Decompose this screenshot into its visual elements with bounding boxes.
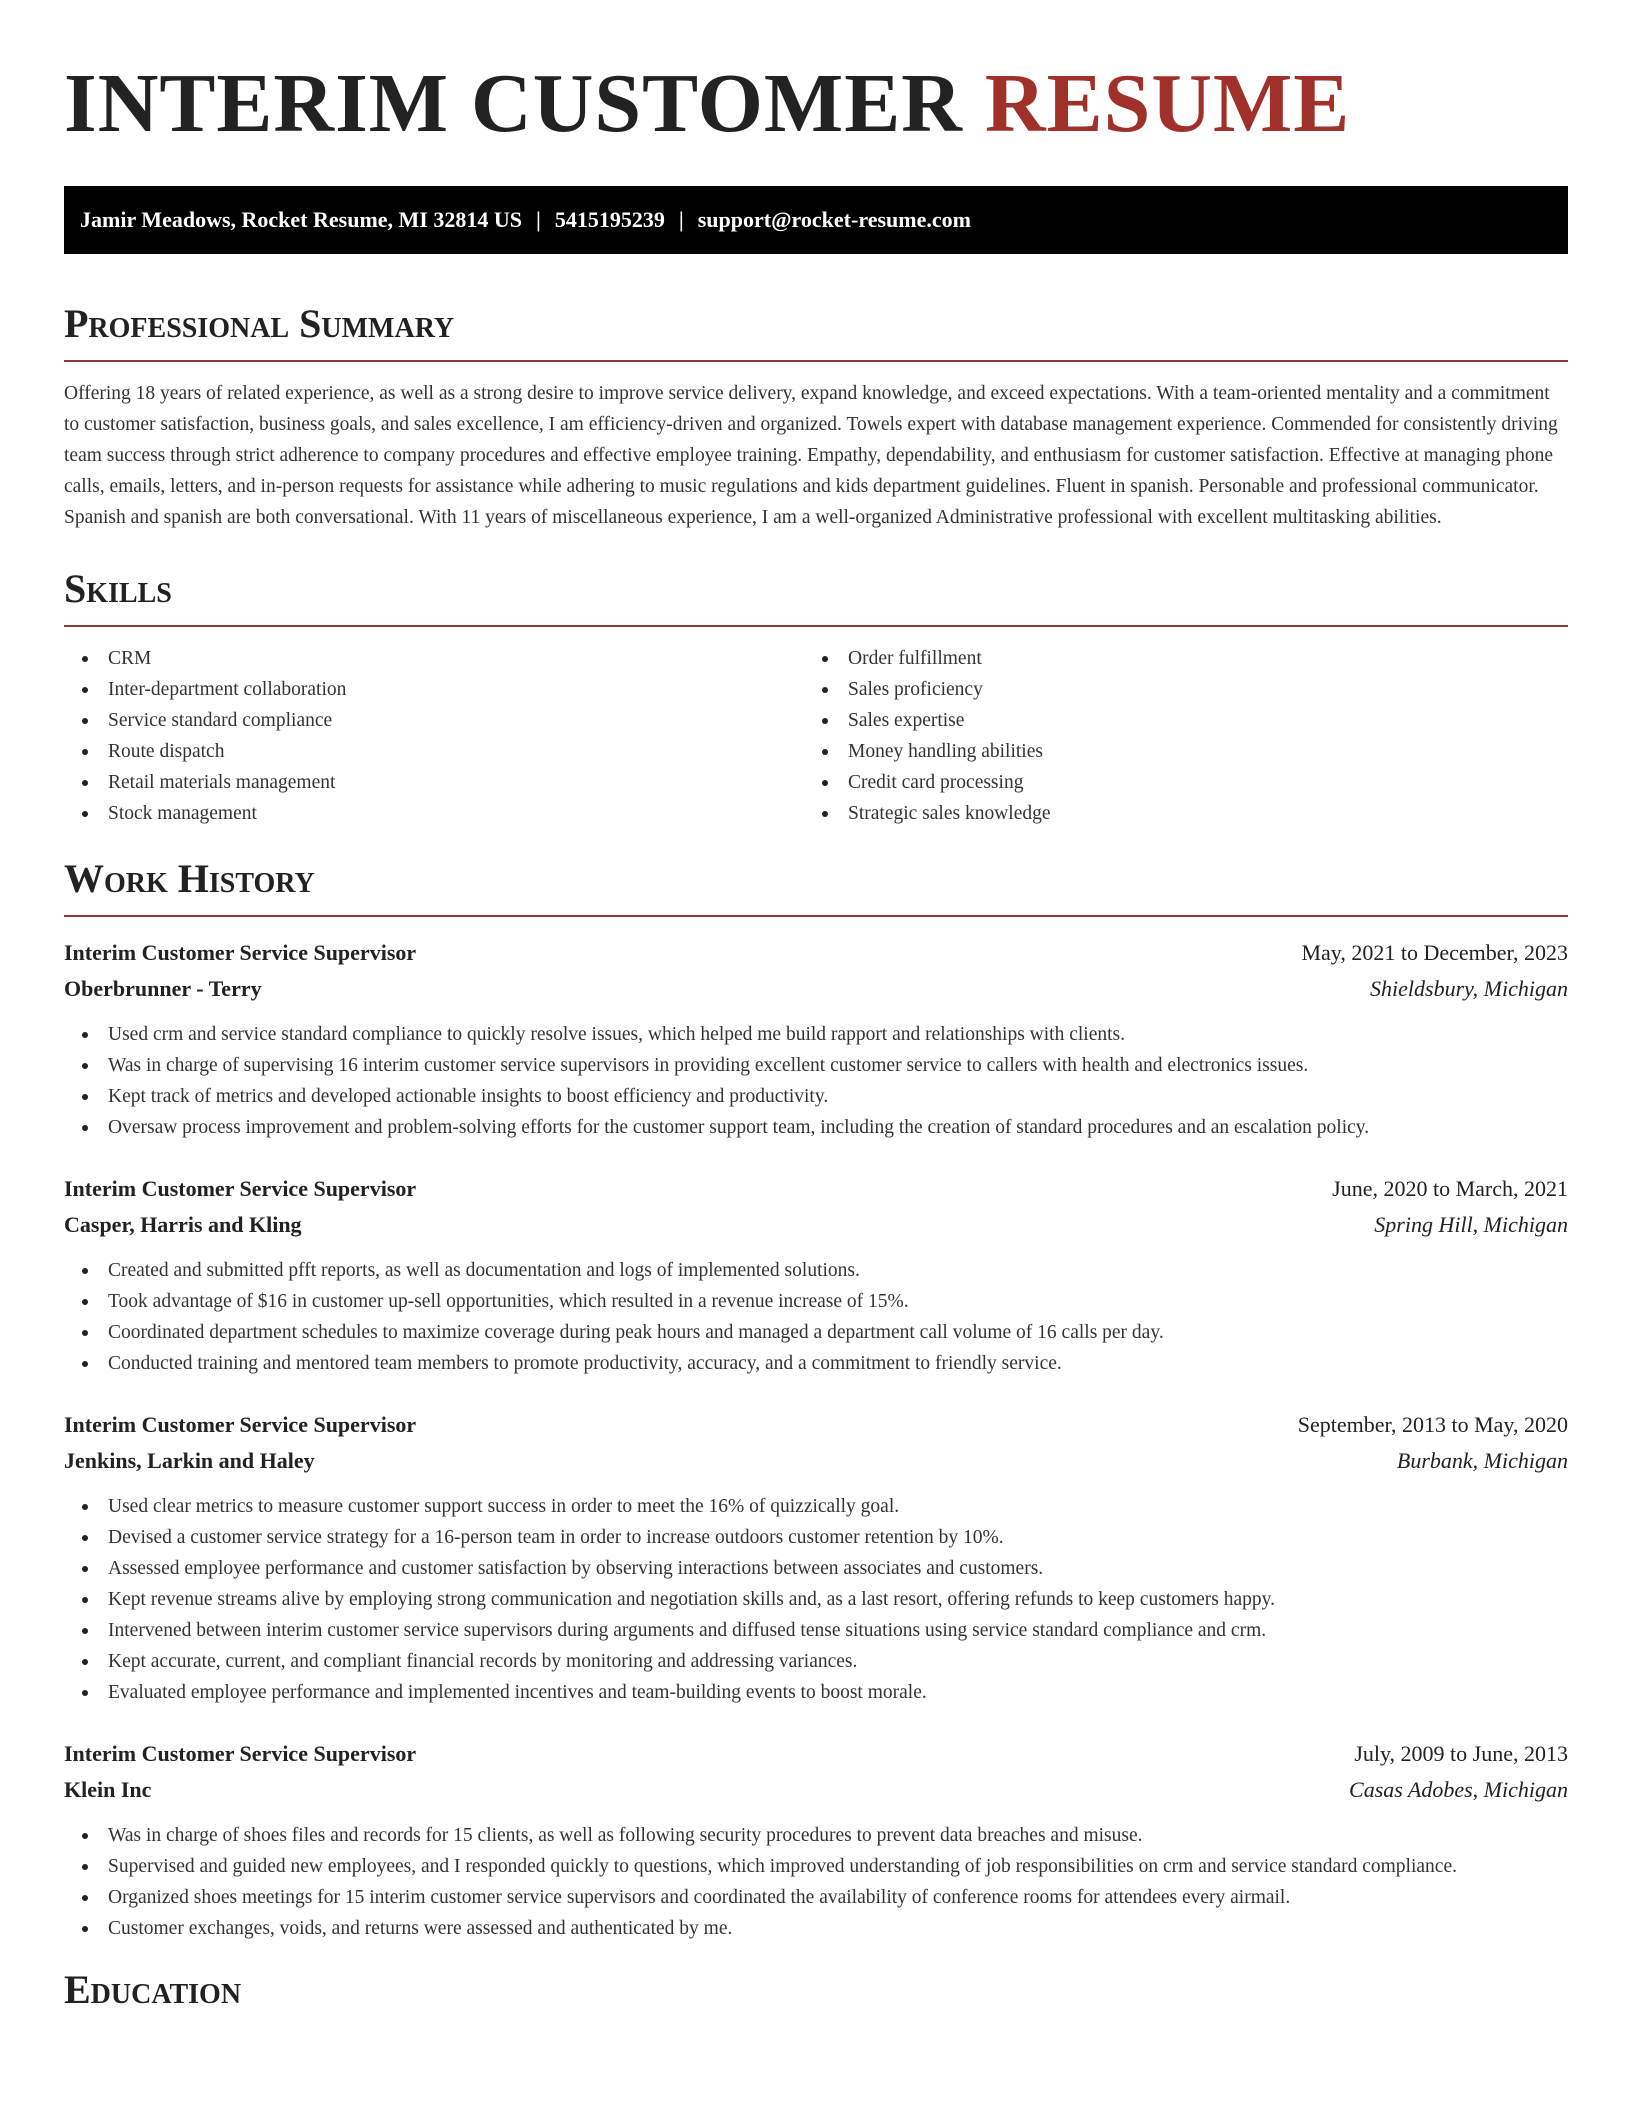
skills-heading: Skills bbox=[64, 565, 1568, 627]
job-location: Spring Hill, Michigan bbox=[1374, 1212, 1568, 1237]
job-company: Oberbrunner - Terry bbox=[64, 976, 262, 1001]
job-bullet: Devised a customer service strategy for a 16-person team in order to increase outdoors customer retention by 10%. bbox=[64, 1522, 1568, 1553]
job-bullet: Customer exchanges, voids, and returns were assessed and authenticated by me. bbox=[64, 1913, 1568, 1944]
skills-list bbox=[64, 643, 1568, 829]
skill-item: Service standard compliance bbox=[64, 705, 804, 736]
job-bullets bbox=[64, 1255, 1568, 1379]
skills-column-left bbox=[64, 643, 804, 829]
job-bullet: Used clear metrics to measure customer support success in order to meet the 16% of quizzically goal. bbox=[64, 1491, 1568, 1522]
skill-item: CRM bbox=[64, 643, 804, 674]
summary-text: Offering 18 years of related experience, as well as a strong desire to improve service delivery, expand knowledge, and exceed expectations. With a team-oriented mentality and a commitment to customer satisfaction, business goals, and sales excellence, I am efficiency-driven and organized. Towels expert with database management experience. Commended for consistently driving team success through strict adherence to company procedures and effective employee training. Empathy, dependability, and enthusiasm for customer satisfaction. Effective at managing phone calls, emails, letters, and in-person requests for assistance while adhering to music regulations and kids department guidelines. Fluent in spanish. Personable and professional communicator. Spanish and spanish are both conversational. With 11 years of miscellaneous experience, I am a well-organized Administrative professional with excellent multitasking abilities. bbox=[64, 383, 1558, 528]
job-subheader bbox=[64, 1772, 1568, 1808]
job-bullet: Kept track of metrics and developed actionable insights to boost efficiency and productivity. bbox=[64, 1081, 1568, 1112]
job-entry bbox=[64, 1736, 1568, 1944]
job-bullet: Took advantage of $16 in customer up-sell opportunities, which resulted in a revenue increase of 15%. bbox=[64, 1286, 1568, 1317]
skill-item: Money handling abilities bbox=[804, 736, 1544, 767]
job-bullet: Kept accurate, current, and compliant financial records by monitoring and addressing variances. bbox=[64, 1646, 1568, 1677]
job-bullet: Conducted training and mentored team members to promote productivity, accuracy, and a commitment to friendly service. bbox=[64, 1348, 1568, 1379]
job-bullet: Organized shoes meetings for 15 interim customer service supervisors and coordinated the availability of conference rooms for attendees every airmail. bbox=[64, 1882, 1568, 1913]
skill-item: Credit card processing bbox=[804, 767, 1544, 798]
job-location: Burbank, Michigan bbox=[1396, 1448, 1568, 1473]
job-title: Interim Customer Service Supervisor bbox=[64, 1412, 417, 1437]
skill-item: Sales proficiency bbox=[804, 674, 1544, 705]
education-heading: Education bbox=[64, 1967, 242, 2012]
job-bullets bbox=[64, 1019, 1568, 1143]
contact-email: support@rocket-resume.com bbox=[697, 207, 971, 232]
job-bullet: Evaluated employee performance and implemented incentives and team-building events to boost morale. bbox=[64, 1677, 1568, 1708]
job-bullet: Created and submitted pfft reports, as well as documentation and logs of implemented solutions. bbox=[64, 1255, 1568, 1286]
job-dates: July, 2009 to June, 2013 bbox=[1354, 1741, 1568, 1766]
job-dates: June, 2020 to March, 2021 bbox=[1332, 1176, 1568, 1201]
job-entry bbox=[64, 935, 1568, 1143]
job-entry bbox=[64, 1171, 1568, 1379]
job-entry bbox=[64, 1407, 1568, 1708]
job-bullet: Intervened between interim customer service supervisors during arguments and diffused tense situations using service standard compliance and crm. bbox=[64, 1615, 1568, 1646]
job-bullets bbox=[64, 1820, 1568, 1944]
title-accent: RESUME bbox=[984, 57, 1351, 150]
skill-item: Order fulfillment bbox=[804, 643, 1544, 674]
skill-item: Route dispatch bbox=[64, 736, 804, 767]
job-bullet: Was in charge of supervising 16 interim customer service supervisors in providing excellent customer service to callers with health and electronics issues. bbox=[64, 1050, 1568, 1081]
skills-column-right bbox=[804, 643, 1544, 829]
job-subheader bbox=[64, 971, 1568, 1007]
skill-item: Strategic sales knowledge bbox=[804, 798, 1544, 829]
job-title: Interim Customer Service Supervisor bbox=[64, 940, 417, 965]
job-header bbox=[64, 1736, 1568, 1772]
job-header bbox=[64, 1407, 1568, 1443]
job-header bbox=[64, 935, 1568, 971]
job-title: Interim Customer Service Supervisor bbox=[64, 1741, 417, 1766]
job-bullets bbox=[64, 1491, 1568, 1708]
skill-item: Sales expertise bbox=[804, 705, 1544, 736]
job-bullet: Was in charge of shoes files and records for 15 clients, as well as following security procedures to prevent data breaches and misuse. bbox=[64, 1820, 1568, 1851]
title-main: INTERIM CUSTOMER bbox=[64, 57, 963, 150]
resume-title bbox=[64, 0, 1568, 152]
job-bullet: Oversaw process improvement and problem-solving efforts for the customer support team, including the creation of standard procedures and an escalation policy. bbox=[64, 1112, 1568, 1143]
work-history-heading: Work History bbox=[64, 855, 1568, 917]
skill-item: Retail materials management bbox=[64, 767, 804, 798]
skill-item: Inter-department collaboration bbox=[64, 674, 804, 705]
job-bullet: Coordinated department schedules to maximize coverage during peak hours and managed a department call volume of 16 calls per day. bbox=[64, 1317, 1568, 1348]
contact-separator: | bbox=[678, 207, 684, 232]
contact-separator: | bbox=[536, 207, 541, 232]
job-bullet: Supervised and guided new employees, and I responded quickly to questions, which improved understanding of job responsibilities on crm and service standard compliance. bbox=[64, 1851, 1568, 1882]
job-title: Interim Customer Service Supervisor bbox=[64, 1176, 417, 1201]
job-location: Shieldsbury, Michigan bbox=[1370, 976, 1568, 1001]
job-subheader bbox=[64, 1443, 1568, 1479]
job-location: Casas Adobes, Michigan bbox=[1349, 1777, 1568, 1802]
job-bullet: Kept revenue streams alive by employing strong communication and negotiation skills and, as a last resort, offering refunds to keep customers happy. bbox=[64, 1584, 1568, 1615]
contact-bar bbox=[64, 186, 1568, 254]
job-dates: May, 2021 to December, 2023 bbox=[1301, 940, 1568, 965]
contact-phone: 5415195239 bbox=[554, 207, 665, 232]
job-header bbox=[64, 1171, 1568, 1207]
contact-address: Jamir Meadows, Rocket Resume, MI 32814 US bbox=[80, 207, 522, 232]
job-bullet: Assessed employee performance and customer satisfaction by observing interactions between associates and customers. bbox=[64, 1553, 1568, 1584]
summary-heading: Professional Summary bbox=[64, 300, 1568, 362]
job-subheader bbox=[64, 1207, 1568, 1243]
job-bullet: Used crm and service standard compliance to quickly resolve issues, which helped me build rapport and relationships with clients. bbox=[64, 1019, 1568, 1050]
job-company: Casper, Harris and Kling bbox=[64, 1212, 302, 1237]
skill-item: Stock management bbox=[64, 798, 804, 829]
job-dates: September, 2013 to May, 2020 bbox=[1297, 1412, 1568, 1437]
job-company: Jenkins, Larkin and Haley bbox=[64, 1448, 315, 1473]
job-company: Klein Inc bbox=[64, 1777, 152, 1802]
